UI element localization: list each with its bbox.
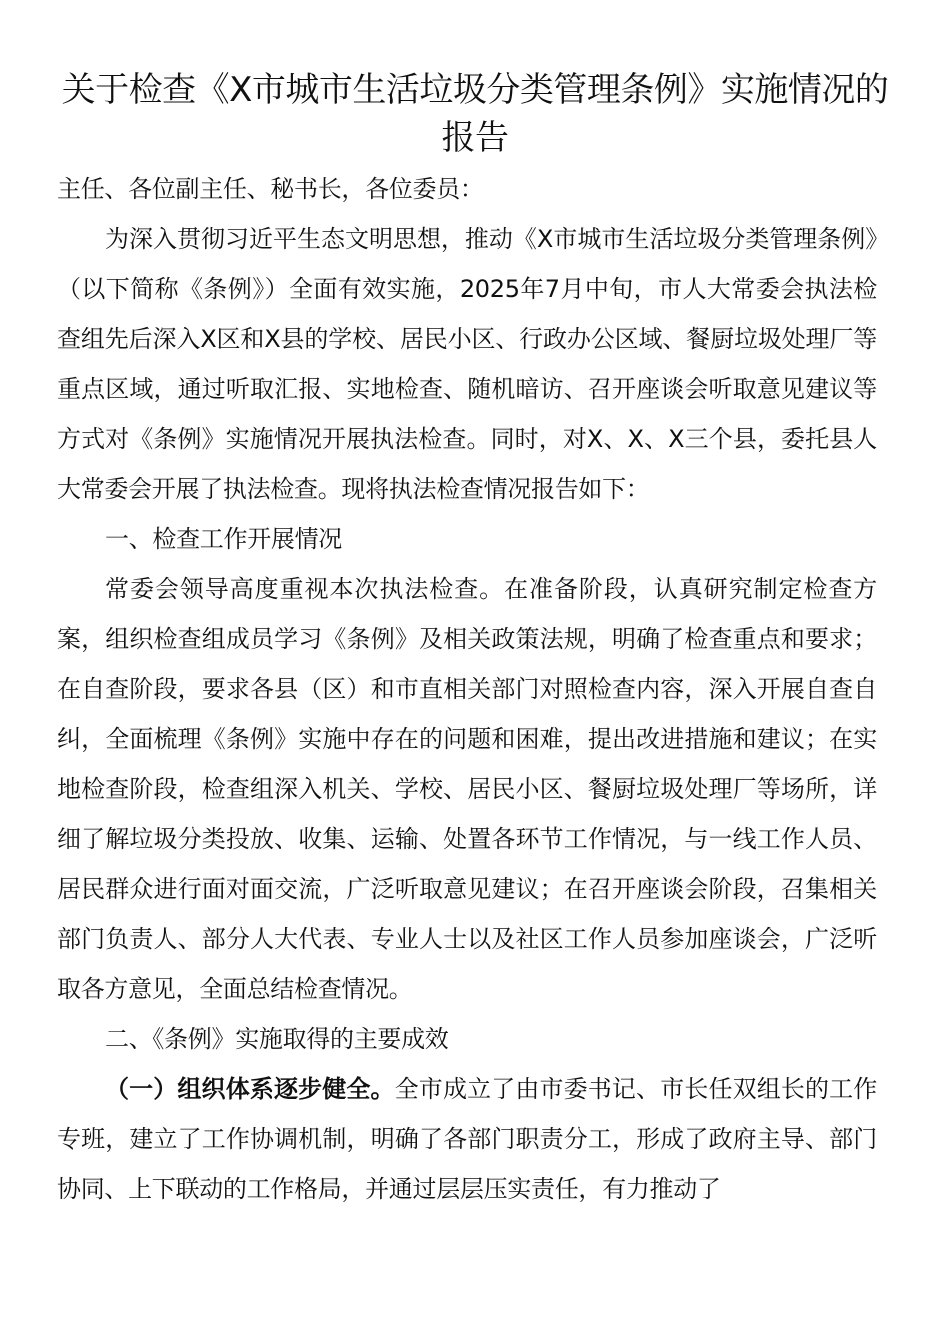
document-body bbox=[57, 164, 877, 1214]
section-2-item-1-lead: （一）组织体系逐步健全。 bbox=[105, 1075, 395, 1103]
intro-paragraph: 为深入贯彻习近平生态文明思想，推动《X市城市生活垃圾分类管理条例》（以下简称《条例》）全面有效实施，2025年7月中旬，市人大常委会执法检查组先后深入X区和X县的学校、居民小区、行政办公区域、餐厨垃圾处理厂等重点区域，通过听取汇报、实地检查、随机暗访、召开座谈会听取意见建议等方式对《条例》实施情况开展执法检查。同时，对X、X、X三个县，委托县人大常委会开展了执法检查。现将执法检查情况报告如下： bbox=[57, 225, 877, 503]
section-1-paragraph: 常委会领导高度重视本次执法检查。在准备阶段，认真研究制定检查方案，组织检查组成员学习《条例》及相关政策法规，明确了检查重点和要求；在自查阶段，要求各县（区）和市直相关部门对照检查内容，深入开展自查自纠，全面梳理《条例》实施中存在的问题和困难，提出改进措施和建议；在实地检查阶段，检查组深入机关、学校、居民小区、餐厨垃圾处理厂等场所，详细了解垃圾分类投放、收集、运输、处置各环节工作情况，与一线工作人员、居民群众进行面对面交流，广泛听取意见建议；在召开座谈会阶段，召集相关部门负责人、部分人大代表、专业人士以及社区工作人员参加座谈会，广泛听取各方意见，全面总结检查情况。 bbox=[57, 575, 877, 1003]
salutation: 主任、各位副主任、秘书长，各位委员： bbox=[57, 175, 484, 203]
section-2-heading: 二、《条例》实施取得的主要成效 bbox=[105, 1025, 449, 1053]
section-2-item-1-text: 全市成立了由市委书记、市长任双组长的工作专班，建立了工作协调机制，明确了各部门职责分工，形成了政府主导、部门协同、上下联动的工作格局，并通过层层压实责任，有力推动了 bbox=[57, 1075, 878, 1203]
document-title: 关于检查《X市城市生活垃圾分类管理条例》实施情况的报告 bbox=[61, 70, 889, 158]
section-2-item-1-paragraph bbox=[57, 1064, 877, 1214]
section-1-heading: 一、检查工作开展情况 bbox=[105, 525, 342, 553]
